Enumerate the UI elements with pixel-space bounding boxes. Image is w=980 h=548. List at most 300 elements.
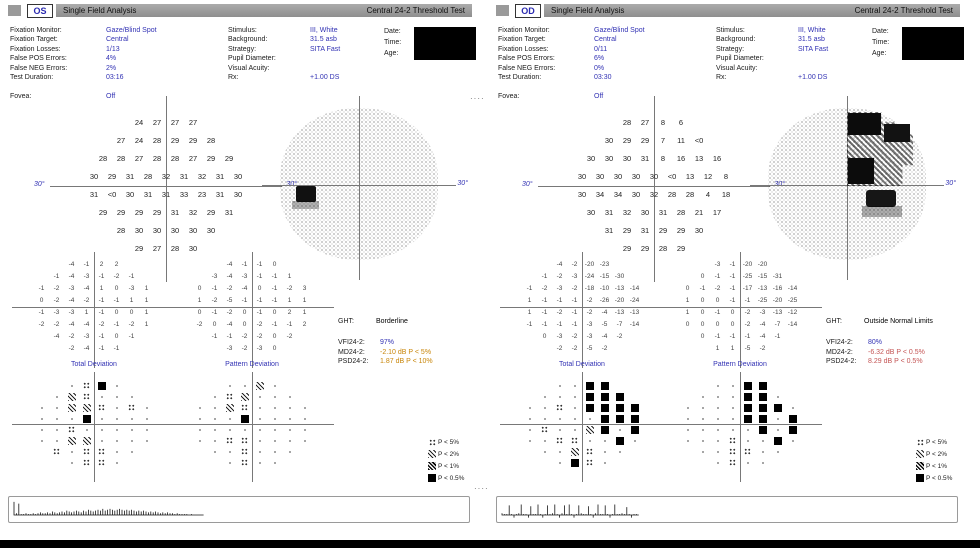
index-row: [338, 357, 433, 367]
probability-symbol: [222, 413, 237, 424]
probability-symbol: [552, 435, 567, 446]
threshold-plot: [34, 100, 270, 272]
param-label: Date:: [872, 28, 889, 35]
value-cell: 30: [604, 136, 614, 145]
value-cell: -2: [556, 309, 563, 316]
value-cell: 30: [134, 226, 144, 235]
legend-symbol: [914, 461, 926, 472]
grid-row: [207, 446, 297, 457]
probability-symbol: [94, 446, 109, 457]
value-cell: -1: [128, 333, 135, 340]
pd-values: [182, 256, 322, 358]
probability-symbol: [785, 402, 800, 413]
value-cell: -1: [113, 321, 120, 328]
index-value: 8.29 dB P < 0.5%: [868, 358, 923, 365]
value-cell: -2: [83, 297, 90, 304]
grid-row: [680, 319, 800, 331]
value-cell: 29: [134, 208, 144, 217]
legend-row: [426, 448, 464, 460]
probability-symbol: [252, 380, 267, 391]
probability-symbol: [552, 380, 567, 391]
probability-symbol: [64, 424, 79, 435]
value-cell: 0: [715, 297, 720, 304]
value-cell: -24: [584, 273, 595, 280]
value-cell: -1: [744, 333, 751, 340]
value-cell: -2: [586, 297, 593, 304]
value-cell: -4: [759, 333, 766, 340]
probability-symbol: [522, 413, 537, 424]
probability-symbol: [755, 424, 770, 435]
value-cell: -2: [256, 321, 263, 328]
value-cell: -4: [83, 321, 90, 328]
legend-label: P < 2%: [926, 450, 948, 458]
param-row: [716, 35, 886, 44]
value-cell: -3: [714, 261, 721, 268]
value-cell: -13: [772, 309, 783, 316]
value-cell: -1: [271, 285, 278, 292]
value-cell: 0: [212, 321, 217, 328]
param-label: False POS Errors:: [10, 55, 67, 63]
value-cell: -1: [256, 273, 263, 280]
grayscale-axis-label: 30°: [457, 180, 468, 187]
param-value: 31.5 asb: [310, 36, 337, 44]
value-cell: 28: [152, 136, 162, 145]
grid-row: [695, 446, 785, 457]
param-label: Pupil Diameter:: [716, 55, 764, 63]
probability-symbol: [597, 446, 612, 457]
value-cell: -4: [68, 297, 75, 304]
value-cell: -1: [744, 297, 751, 304]
legend-row: [426, 460, 464, 472]
probability-symbol: [282, 391, 297, 402]
value-cell: 28: [116, 226, 126, 235]
value-cell: -4: [53, 333, 60, 340]
value-cell: -1: [226, 333, 233, 340]
param-label: Test Duration:: [10, 73, 54, 81]
grid-row: [522, 413, 642, 424]
grid-row: [522, 295, 642, 307]
value-cell: 3: [302, 285, 307, 292]
ght-value: Borderline: [376, 318, 408, 325]
param-value: 03:16: [106, 73, 124, 81]
value-cell: 0: [730, 309, 735, 316]
probability-symbol: [297, 402, 312, 413]
value-cell: 1: [685, 297, 690, 304]
grid-row: [192, 307, 312, 319]
probability-symbol: [94, 457, 109, 468]
blind-spot-dark-region: [296, 186, 316, 202]
legend-row: [426, 472, 464, 484]
value-cell: 0: [39, 297, 44, 304]
probability-symbol: [582, 402, 597, 413]
value-cell: 30: [206, 226, 216, 235]
value-cell: 8: [660, 154, 666, 163]
value-cell: -4: [241, 285, 248, 292]
value-cell: 27: [188, 118, 198, 127]
grid-row: [710, 259, 770, 271]
value-cell: -1: [128, 273, 135, 280]
value-cell: -1: [98, 273, 105, 280]
probability-symbol: [267, 413, 282, 424]
value-cell: 0: [114, 333, 119, 340]
probability-symbol: [192, 402, 207, 413]
value-cell: -3: [128, 285, 135, 292]
hfa-logo-square: [8, 5, 21, 16]
grid-row: [94, 150, 238, 168]
pattern-deviation-grid: [670, 256, 810, 358]
value-cell: -31: [772, 273, 783, 280]
index-value: -2.10 dB P < 5%: [380, 348, 432, 356]
value-cell: -2: [616, 333, 623, 340]
value-cell: -5: [601, 321, 608, 328]
param-label: [498, 82, 594, 91]
probability-symbol: [49, 402, 64, 413]
param-label: Age:: [872, 50, 887, 57]
probability-symbol: [139, 402, 154, 413]
grid-row: [49, 331, 139, 343]
probability-symbol: [755, 435, 770, 446]
total-deviation-label: Total Deviation: [71, 361, 117, 368]
probability-symbol: [222, 424, 237, 435]
probability-symbol: [567, 435, 582, 446]
value-cell: 31: [640, 154, 650, 163]
param-label: Strategy:: [716, 45, 745, 53]
probability-symbol: [34, 402, 49, 413]
probability-symbol: [695, 402, 710, 413]
probability-symbol: [755, 391, 770, 402]
grid-row: [582, 150, 726, 168]
param-value: Central: [106, 36, 129, 44]
probability-symbol: [109, 380, 124, 391]
param-value: Off: [594, 92, 604, 100]
probability-symbol: [740, 435, 755, 446]
grid-row: [695, 271, 785, 283]
param-row: [498, 73, 698, 82]
grid-row: [552, 259, 612, 271]
probability-symbol: [552, 446, 567, 457]
probability-symbol: [597, 402, 612, 413]
param-value: III, White: [310, 27, 338, 34]
value-cell: 12: [703, 172, 713, 181]
grid-row: [522, 402, 642, 413]
value-cell: 33: [179, 190, 189, 199]
value-cell: -1: [256, 297, 263, 304]
value-cell: 32: [649, 190, 659, 199]
header-bar: [56, 4, 472, 17]
probability-symbol: [124, 435, 139, 446]
probability-symbol: [770, 446, 785, 457]
value-cell: -1: [271, 297, 278, 304]
params-column-3: [384, 26, 418, 59]
param-label: Rx:: [716, 73, 727, 81]
value-cell: -4: [226, 321, 233, 328]
probability-symbol: [124, 391, 139, 402]
test-name: Central 24-2 Threshold Test: [854, 6, 953, 15]
grid-row: [600, 132, 708, 150]
probability-symbol: [627, 402, 642, 413]
value-cell: 1: [715, 345, 720, 352]
index-label: MD24-2:: [826, 348, 853, 356]
value-cell: -18: [584, 285, 595, 292]
value-cell: -10: [599, 285, 610, 292]
legend-row: [914, 448, 952, 460]
probability-symbol: [567, 413, 582, 424]
value-cell: 1: [302, 309, 307, 316]
grid-row: [207, 391, 297, 402]
param-row: [384, 48, 418, 59]
value-cell: -3: [211, 273, 218, 280]
probability-symbol: [252, 435, 267, 446]
param-label: Strategy:: [228, 45, 257, 53]
value-cell: 16: [676, 154, 686, 163]
probability-symbol: [222, 435, 237, 446]
value-cell: 29: [224, 154, 234, 163]
legend-symbol: [914, 473, 926, 484]
probability-symbol: [64, 402, 79, 413]
threshold-plot: [522, 100, 758, 272]
grid-row: [64, 380, 124, 391]
value-cell: 28: [170, 154, 180, 163]
report-header: [6, 4, 472, 17]
value-cell: 0: [272, 333, 277, 340]
threshold-grid: [62, 100, 270, 272]
value-cell: -2: [53, 285, 60, 292]
value-cell: 31: [224, 208, 234, 217]
eye-label-os: OS: [27, 4, 53, 18]
grid-row: [192, 295, 312, 307]
value-cell: 8: [660, 118, 666, 127]
value-cell: 1: [144, 297, 149, 304]
ght-row: [338, 318, 408, 325]
value-cell: -3: [586, 333, 593, 340]
param-row: [872, 37, 906, 48]
probability-symbol: [49, 435, 64, 446]
value-cell: -1: [211, 309, 218, 316]
value-cell: -1: [526, 321, 533, 328]
grid-row: [85, 168, 247, 186]
value-cell: 29: [152, 208, 162, 217]
value-cell: 30: [649, 172, 659, 181]
probability-symbol: [680, 402, 695, 413]
value-cell: 0: [730, 321, 735, 328]
param-value: +1.00 DS: [798, 73, 828, 81]
probability-symbol: [64, 413, 79, 424]
value-cell: 34: [595, 190, 605, 199]
value-cell: 31: [125, 172, 135, 181]
eye-label-od: OD: [515, 4, 541, 18]
value-cell: 0: [257, 285, 262, 292]
param-row: [498, 64, 698, 73]
value-cell: -2: [571, 285, 578, 292]
value-cell: -14: [629, 285, 640, 292]
probability-symbol: [237, 446, 252, 457]
value-cell: 31: [215, 190, 225, 199]
params-column-3: [872, 26, 906, 59]
value-cell: 23: [197, 190, 207, 199]
total-deviation-probability-plot: [512, 376, 652, 472]
probability-symbol: [680, 413, 695, 424]
value-cell: -1: [271, 321, 278, 328]
grid-row: [680, 295, 800, 307]
value-cell: 31: [604, 208, 614, 217]
value-cell: 29: [188, 136, 198, 145]
probability-symbol: [695, 391, 710, 402]
value-cell: -1: [556, 321, 563, 328]
value-cell: 0: [197, 285, 202, 292]
defect-dark-block-3: [848, 158, 874, 184]
value-cell: 24: [134, 118, 144, 127]
value-cell: 1: [302, 297, 307, 304]
value-cell: 30: [188, 244, 198, 253]
param-value: 6%: [594, 55, 605, 63]
value-cell: -2: [556, 345, 563, 352]
grid-row: [573, 186, 735, 204]
value-cell: -1: [729, 333, 736, 340]
value-cell: -1: [714, 309, 721, 316]
grid-row: [680, 402, 800, 413]
grid-row: [192, 413, 312, 424]
value-cell: 29: [676, 226, 686, 235]
grid-row: [34, 307, 154, 319]
value-cell: -20: [584, 261, 595, 268]
patient-info-redaction-box: [902, 27, 964, 60]
grid-row: [34, 413, 154, 424]
value-cell: -4: [556, 261, 563, 268]
probability-symbol: [267, 391, 282, 402]
index-value: -6.32 dB P < 0.5%: [868, 348, 925, 356]
grid-row: [34, 402, 154, 413]
axis-label-left: 30°: [522, 181, 533, 188]
legend-label: P < 5%: [438, 438, 460, 446]
value-cell: 0: [114, 309, 119, 316]
value-cell: -13: [614, 309, 625, 316]
value-cell: -2: [128, 321, 135, 328]
grayscale-axis-label: 30°: [945, 180, 956, 187]
value-cell: 34: [613, 190, 623, 199]
value-cell: -1: [729, 297, 736, 304]
value-cell: -3: [586, 321, 593, 328]
value-cell: -1: [211, 285, 218, 292]
param-label: Fixation Monitor:: [10, 27, 62, 34]
probability-symbol: [582, 435, 597, 446]
value-cell: -4: [226, 261, 233, 268]
pattern-deviation-probability-plot: [670, 376, 810, 472]
value-cell: 29: [622, 226, 632, 235]
value-cell: -1: [98, 345, 105, 352]
defect-dark-block-2: [884, 124, 910, 142]
value-cell: -2: [226, 285, 233, 292]
global-indices: [338, 338, 433, 367]
param-row: [384, 26, 418, 37]
value-cell: -1: [556, 297, 563, 304]
value-cell: 30: [89, 172, 99, 181]
probability-symbol: [567, 457, 582, 468]
param-row: [716, 45, 886, 54]
value-cell: 4: [705, 190, 711, 199]
param-row: [716, 73, 886, 82]
probability-symbol: [192, 424, 207, 435]
grid-row: [618, 114, 690, 132]
value-cell: 29: [98, 208, 108, 217]
value-cell: <0: [694, 136, 704, 145]
grid-row: [49, 271, 139, 283]
probability-symbol: [252, 446, 267, 457]
pd-prob-symbols: [182, 376, 322, 472]
legend-row: [914, 436, 952, 448]
value-cell: 29: [622, 136, 632, 145]
param-label: False NEG Errors:: [10, 64, 68, 72]
index-label: VFI24-2:: [826, 339, 853, 346]
grid-row: [192, 424, 312, 435]
grid-row: [192, 319, 312, 331]
grid-row: [552, 380, 612, 391]
value-cell: 0: [685, 285, 690, 292]
probability-symbol: [207, 446, 222, 457]
probability-symbol: [740, 424, 755, 435]
value-cell: 1: [144, 285, 149, 292]
param-label: Fixation Losses:: [10, 45, 61, 53]
value-cell: 11: [677, 136, 685, 145]
value-cell: -1: [526, 285, 533, 292]
value-cell: 30: [613, 172, 623, 181]
probability-symbol: [109, 435, 124, 446]
probability-symbol: [695, 424, 710, 435]
probability-symbol: [725, 391, 740, 402]
value-cell: -2: [196, 321, 203, 328]
value-cell: -1: [571, 309, 578, 316]
value-cell: -4: [601, 333, 608, 340]
value-cell: -26: [599, 297, 610, 304]
probability-symbol: [725, 457, 740, 468]
probability-symbol: [710, 435, 725, 446]
value-cell: 28: [685, 190, 695, 199]
param-row: [10, 35, 210, 44]
value-cell: 30: [577, 172, 587, 181]
value-cell: 0: [685, 321, 690, 328]
pd-values: [670, 256, 810, 358]
probability-symbol: [94, 380, 109, 391]
probability-symbol: [725, 435, 740, 446]
probability-symbol: [207, 424, 222, 435]
probability-symbol: [785, 435, 800, 446]
probability-symbol: [537, 413, 552, 424]
blind-spot-shadow: [862, 206, 902, 217]
probability-symbol: [222, 380, 237, 391]
probability-symbol: [785, 413, 800, 424]
value-cell: -20: [757, 261, 768, 268]
total-deviation-grid: [512, 256, 652, 358]
value-cell: -4: [68, 273, 75, 280]
probability-symbol: [627, 435, 642, 446]
probability-symbol: [94, 402, 109, 413]
probability-legend: [914, 436, 952, 484]
grid-row: [522, 283, 642, 295]
value-cell: -2: [571, 345, 578, 352]
probability-symbol: [597, 391, 612, 402]
probability-symbol: [192, 413, 207, 424]
value-cell: -30: [614, 273, 625, 280]
grid-row: [112, 132, 220, 150]
value-cell: 1: [84, 309, 89, 316]
value-cell: -5: [744, 345, 751, 352]
probability-symbol: [627, 424, 642, 435]
value-cell: -3: [571, 273, 578, 280]
probability-symbol: [710, 402, 725, 413]
params-column-2: [716, 26, 886, 82]
probability-symbol: [710, 380, 725, 391]
value-cell: 30: [622, 154, 632, 163]
value-cell: -2: [744, 309, 751, 316]
